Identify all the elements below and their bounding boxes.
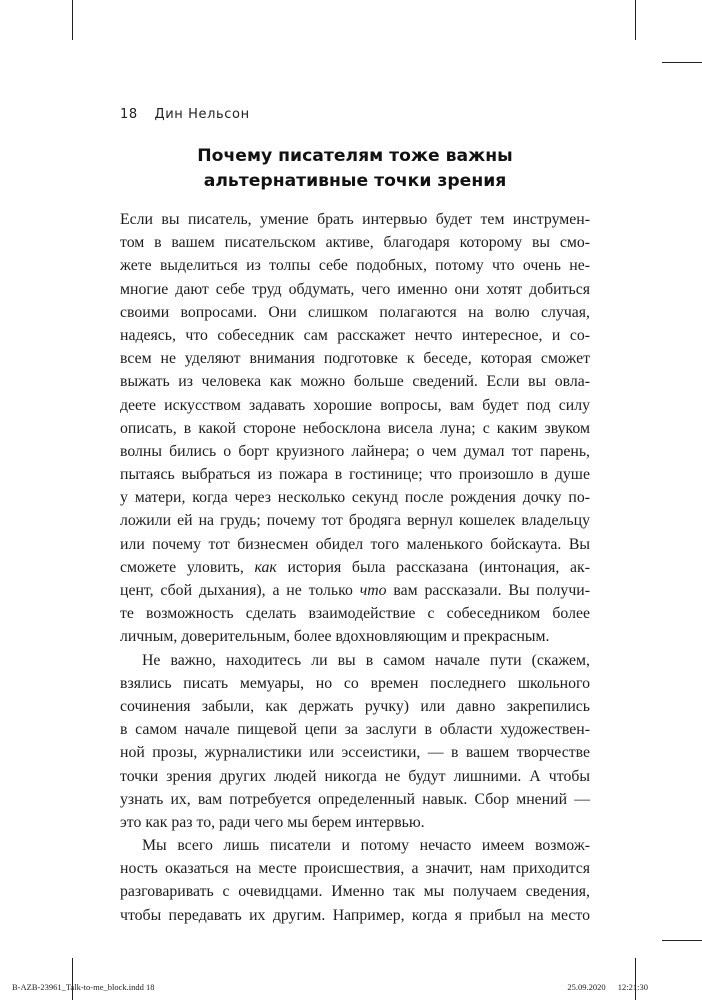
crop-mark-bottom-right xyxy=(635,958,636,1000)
text-line: Если вы писатель, умение брать интервью будет тем инструмен- xyxy=(120,211,590,228)
text-line: надеясь, что собеседник сам расскажет нечто интересное, и со- xyxy=(120,326,590,344)
text-line: ложили ей на грудь; почему тот бродяга вернул кошелек владельцу xyxy=(120,512,590,530)
text-line: ной прозы, журналистики или эссеистики, — в вашем творчестве xyxy=(120,744,590,762)
page-number: 18 xyxy=(120,107,138,122)
text-line: узнать их, вам потребуется определенный навык. Сбор мнений — xyxy=(120,790,590,808)
text-line: сочинения забыли, как держать ручку) или давно закрепились xyxy=(120,697,590,715)
running-head xyxy=(120,107,250,122)
italic-word: что xyxy=(359,582,387,599)
paragraph-3 xyxy=(120,834,590,927)
crop-mark-top-right xyxy=(635,0,636,40)
text-line-with-italic xyxy=(120,556,590,579)
text-line: это как раз то, ради чего мы берем интервью. xyxy=(120,813,425,831)
italic-word: как xyxy=(254,558,277,576)
text-line: Мы всего лишь писатели и потому нечасто имеем возмож- xyxy=(142,837,590,855)
section-title xyxy=(120,144,590,194)
text-line: ность оказаться на месте происшествия, а значит, нам приходится xyxy=(120,860,590,878)
text-line: волны бились о борт круизного лайнера; о чем думал тот парень, xyxy=(120,442,590,460)
crop-mark-bottom-right-h xyxy=(662,940,702,941)
text-line: в самом начале пищевой цепи за заслуги в области художествен- xyxy=(120,721,590,739)
print-slug-filename: B-AZB-23961_Talk-to-me_block.indd 18 xyxy=(12,982,155,992)
text-line: описать, в какой стороне небосклона висела луна; с каким звуком xyxy=(120,419,590,437)
text-line: том в вашем писательском активе, благодаря которому вы смо- xyxy=(120,234,590,252)
text-line: Не важно, находитесь ли вы в самом начале пути (скажем, xyxy=(142,651,590,669)
crop-mark-top-left xyxy=(72,0,73,40)
text-line: пытаясь выбраться из пожара в гостинице; что произошло в душе xyxy=(120,466,590,484)
text-run: история была рассказана (интонация, ак- xyxy=(276,558,590,576)
text-line: те возможность сделать взаимодействие с собеседником более xyxy=(120,605,590,623)
text-line: взялись писать мемуары, но со времен последнего школьного xyxy=(120,674,590,692)
text-line: у матери, когда через несколько секунд после рождения дочку по- xyxy=(120,489,590,507)
print-slug-date: 25.09.2020 xyxy=(567,982,606,992)
text-line: или почему тот бизнесмен обидел того маленького бойскаута. Вы xyxy=(120,535,590,553)
text-run: вам рассказали. Вы получи- xyxy=(386,582,590,599)
text-line: жете выделиться из толпы себе подобных, потому что очень не- xyxy=(120,257,590,275)
text-line: чтобы передавать их другим. Например, когда я прибыл на место xyxy=(120,906,590,924)
text-line: личным, доверительным, более вдохновляющим и прекрасным. xyxy=(120,628,550,646)
text-line: многие дают себе труд обдумать, чего именно они хотят добиться xyxy=(120,280,590,298)
body-text xyxy=(120,208,590,927)
paragraph-1 xyxy=(120,208,590,649)
crop-mark-top-right-h xyxy=(662,62,702,63)
running-head-author: Дин Нельсон xyxy=(154,107,250,122)
print-slug-time: 12:21:30 xyxy=(617,982,648,992)
text-line: всем не уделяют внимания подготовке к беседе, которая сможет xyxy=(120,350,590,368)
crop-mark-bottom-left xyxy=(72,958,73,1000)
text-line: выжать из человека как можно больше сведений. Если вы овла- xyxy=(120,373,590,391)
paragraph-2 xyxy=(120,649,590,835)
print-slug-timestamp xyxy=(567,982,648,992)
text-line: разговаривать с очевидцами. Именно так мы получаем сведения, xyxy=(120,883,590,901)
text-line: деете искусством задавать хорошие вопросы, вам будет под силу xyxy=(120,396,590,414)
text-line: своими вопросами. Они слишком полагаются на волю случая, xyxy=(120,303,590,321)
text-run: цент, сбой дыхания), а не только xyxy=(120,582,360,599)
section-title-line: Почему писателям тоже важны xyxy=(197,146,513,166)
text-run: сможете уловить, xyxy=(120,558,255,576)
section-title-line: альтернативные точки зрения xyxy=(203,171,507,191)
text-line-with-italic xyxy=(120,579,590,602)
text-line: точки зрения других людей никогда не будут лишними. А чтобы xyxy=(120,767,590,785)
